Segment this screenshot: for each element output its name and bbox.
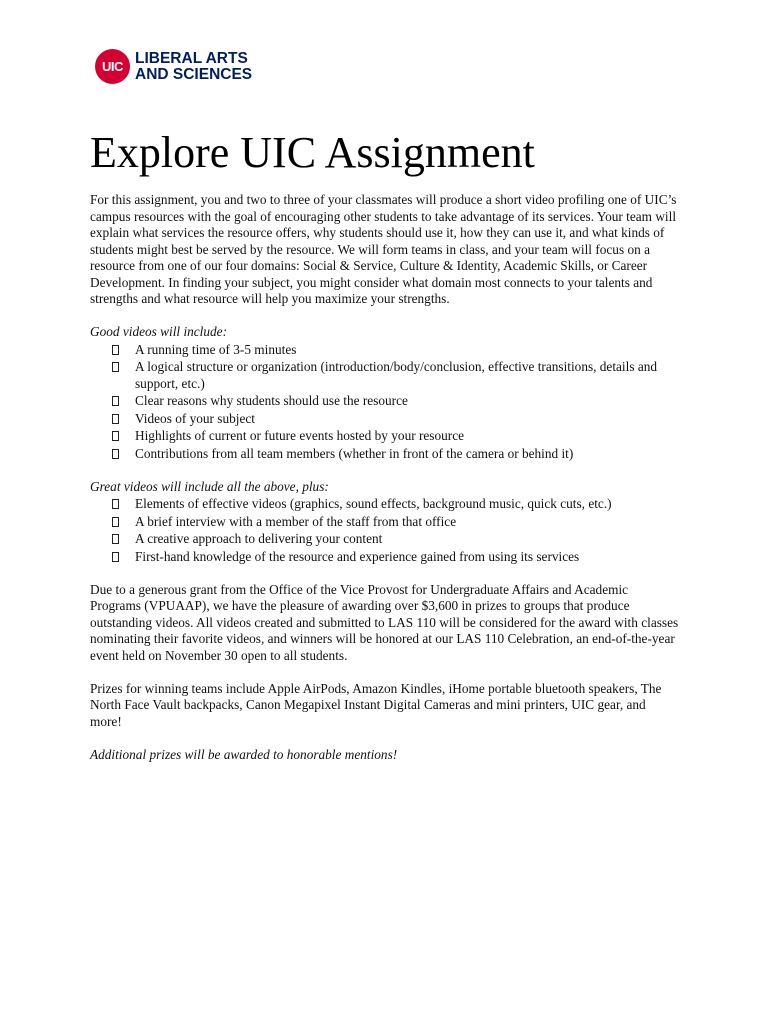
list-item-text: Highlights of current or future events hosted by your resource [135, 428, 465, 443]
bullet-icon [112, 396, 119, 406]
bullet-icon [112, 517, 119, 527]
bullet-icon [112, 552, 119, 562]
logo-line-2: AND SCIENCES [135, 65, 253, 83]
good-videos-list [90, 342, 680, 463]
list-item [90, 514, 680, 531]
bullet-icon [112, 431, 119, 441]
list-item-text: Elements of effective videos (graphics, sound effects, background music, quick cuts, etc.) [135, 496, 612, 511]
great-videos-list [90, 496, 680, 565]
list-item [90, 393, 680, 410]
page-title: Explore UIC Assignment [90, 128, 535, 177]
list-item-text: Clear reasons why students should use the resource [135, 393, 408, 408]
list-item-text: A creative approach to delivering your content [135, 531, 383, 546]
list-item [90, 342, 680, 359]
intro-paragraph: For this assignment, you and two to three of your classmates will produce a short video profiling one of UIC’s campus resources with the goal of encouraging other students to take advantage of its services. Your team will explain what services the resource offers, why students should use it, how they can use it, and what kinds of students might best be served by the resource. We will form teams in class, and your team will focus on a resource from one of our four domains: Social & Service, Culture & Identity, Academic Skills, or Career Development. In finding your subject, you might consider what domain most connects to your talents and strengths and what resource will help you maximize your strengths. [90, 192, 677, 306]
list-item-text: Contributions from all team members (whether in front of the camera or behind it) [135, 445, 574, 461]
bullet-icon [112, 345, 119, 355]
bullet-icon [112, 414, 119, 424]
list-item [90, 359, 680, 392]
list-item [90, 411, 680, 428]
list-item [90, 531, 680, 548]
list-item [90, 428, 680, 445]
list-item-text: Videos of your subject [135, 410, 255, 426]
bullet-icon [112, 534, 119, 544]
uic-badge-icon: UIC [95, 49, 130, 84]
great-videos-label: Great videos will include all the above, plus: [90, 478, 329, 494]
list-item-text: A logical structure or organization (introduction/body/conclusion, effective transitions, details and support, etc.) [135, 359, 658, 391]
list-item-text: A running time of 3-5 minutes [135, 341, 297, 357]
bullet-icon [112, 362, 119, 372]
document-body [90, 192, 680, 763]
bullet-icon [112, 449, 119, 459]
prizes-paragraph: Prizes for winning teams include Apple AirPods, Amazon Kindles, iHome portable bluetooth speakers, The North Face Vault backpacks, Canon Megapixel Instant Digital Cameras and mini printers, UIC gear, and more! [90, 680, 662, 729]
las-logo [95, 49, 252, 84]
bullet-icon [112, 499, 119, 509]
grant-paragraph: Due to a generous grant from the Office of the Vice Provost for Undergraduate Affairs and Academic Programs (VPUAAP), we have the pleasure of awarding over $3,600 in prizes to groups that produce outstanding videos. All videos created and submitted to LAS 110 will be considered for the award with classes nominating their favorite videos, and winners will be honored at our LAS 110 Celebration, an end-of-the-year event held on November 30 open to all students. [90, 581, 679, 663]
list-item [90, 549, 680, 566]
list-item-text: First-hand knowledge of the resource and experience gained from using its services [135, 548, 580, 564]
good-videos-label: Good videos will include: [90, 324, 228, 339]
list-item [90, 446, 680, 463]
list-item [90, 496, 680, 513]
logo-wordmark [135, 51, 252, 83]
closing-note: Additional prizes will be awarded to honorable mentions! [90, 746, 398, 762]
logo-line-1: LIBERAL ARTS [135, 49, 248, 67]
list-item-text: A brief interview with a member of the staff from that office [135, 513, 457, 529]
